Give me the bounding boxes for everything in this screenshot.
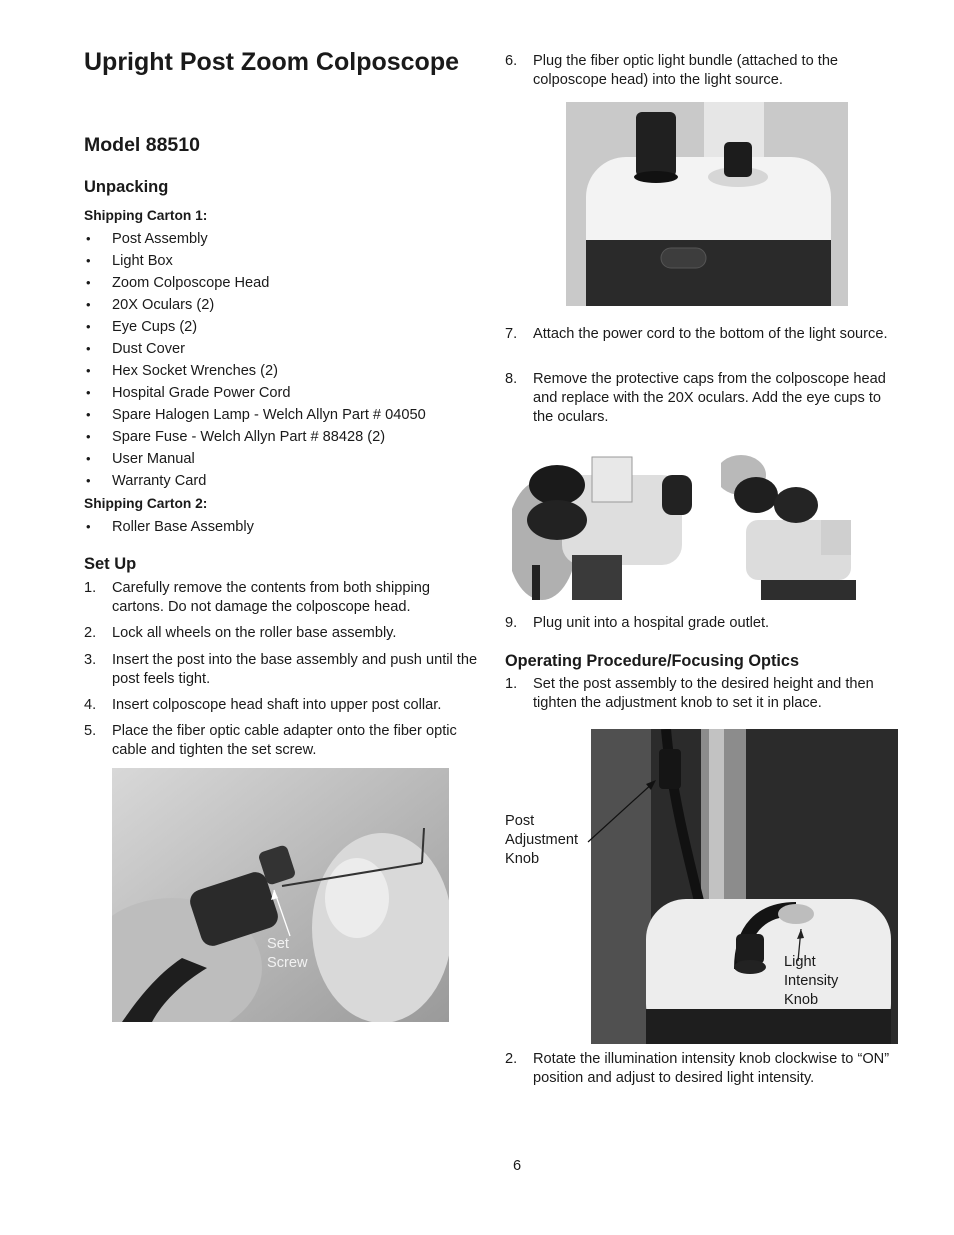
step-text: Remove the protective caps from the colposcope head and replace with the 20X oculars. Add the eye cups to the oculars. — [533, 371, 886, 425]
list-item: • Eye Cups (2) — [84, 317, 426, 339]
carton2-label: Shipping Carton 2: — [84, 496, 208, 511]
step-number: 7. — [505, 326, 518, 342]
step-text: Rotate the illumination intensity knob clockwise to “ON” position and adjust to desired light intensity. — [533, 1051, 890, 1086]
step-number: 1. — [505, 676, 518, 692]
post-adjustment-knob-label: Post Adjustment Knob — [505, 813, 579, 867]
set-screw-label: Set Screw — [267, 936, 308, 971]
setup-step-6 — [505, 52, 895, 90]
step-number: 5. — [84, 723, 97, 739]
setup-step-5 — [84, 722, 469, 760]
operating-step-1 — [505, 675, 905, 713]
step-number: 3. — [84, 652, 97, 668]
setup-step-9 — [505, 614, 895, 633]
list-item: • Warranty Card — [84, 471, 426, 493]
page-title: Upright Post Zoom Colposcope — [84, 48, 459, 76]
setup-step-4 — [84, 696, 479, 715]
step-text: Lock all wheels on the roller base assembly. — [112, 625, 397, 641]
post-knob-arrow — [580, 770, 670, 850]
list-item: • Zoom Colposcope Head — [84, 273, 426, 295]
model-heading: Model 88510 — [84, 134, 200, 156]
step-text: Set the post assembly to the desired height and then tighten the adjustment knob to set it in place. — [533, 676, 874, 711]
step-text: Carefully remove the contents from both shipping cartons. Do not damage the colposcope head. — [112, 580, 430, 615]
list-item: • Post Assembly — [84, 229, 426, 251]
operating-step-2 — [505, 1050, 895, 1088]
list-item: • Spare Fuse - Welch Allyn Part # 88428 (2) — [84, 427, 426, 449]
page-number: 6 — [513, 1158, 522, 1174]
carton2-list — [84, 517, 254, 539]
step-text: Place the fiber optic cable adapter onto the fiber optic cable and tighten the set screw. — [112, 723, 457, 758]
setup-heading: Set Up — [84, 555, 137, 573]
step-text: Insert colposcope head shaft into upper post collar. — [112, 697, 442, 713]
step-number: 1. — [84, 580, 97, 596]
carton1-label: Shipping Carton 1: — [84, 208, 208, 223]
list-item: • Spare Halogen Lamp - Welch Allyn Part # 04050 — [84, 405, 426, 427]
carton1-list — [84, 229, 426, 493]
step-text: Attach the power cord to the bottom of the light source. — [533, 326, 888, 342]
cable-adapter-photo — [112, 768, 449, 1022]
step-text: Insert the post into the base assembly and push until the post feels tight. — [112, 652, 478, 687]
setup-step-7 — [505, 325, 895, 344]
list-item: • Light Box — [84, 251, 426, 273]
list-item: • Roller Base Assembly — [84, 517, 254, 539]
step-number: 8. — [505, 371, 518, 387]
step-number: 6. — [505, 53, 518, 69]
step-number: 9. — [505, 615, 518, 631]
setup-step-1 — [84, 579, 474, 617]
step-number: 2. — [505, 1051, 518, 1067]
light-intensity-knob-label: Light Intensity Knob — [784, 954, 839, 1008]
list-item: • 20X Oculars (2) — [84, 295, 426, 317]
setup-step-3 — [84, 651, 479, 689]
setup-step-8 — [505, 370, 900, 427]
list-item: • Dust Cover — [84, 339, 426, 361]
list-item: • Hex Socket Wrenches (2) — [84, 361, 426, 383]
step-number: 2. — [84, 625, 97, 641]
operating-heading: Operating Procedure/Focusing Optics — [505, 652, 800, 670]
step-text: Plug the fiber optic light bundle (attached to the colposcope head) into the light source. — [533, 53, 839, 88]
oculars-photo-left — [512, 445, 694, 600]
step-number: 4. — [84, 697, 97, 713]
step-text: Plug unit into a hospital grade outlet. — [533, 615, 770, 631]
unpacking-heading: Unpacking — [84, 178, 169, 196]
setup-step-2 — [84, 624, 474, 643]
list-item: • Hospital Grade Power Cord — [84, 383, 426, 405]
list-item: • User Manual — [84, 449, 426, 471]
oculars-photo-right — [721, 450, 865, 600]
light-source-photo — [566, 102, 848, 306]
